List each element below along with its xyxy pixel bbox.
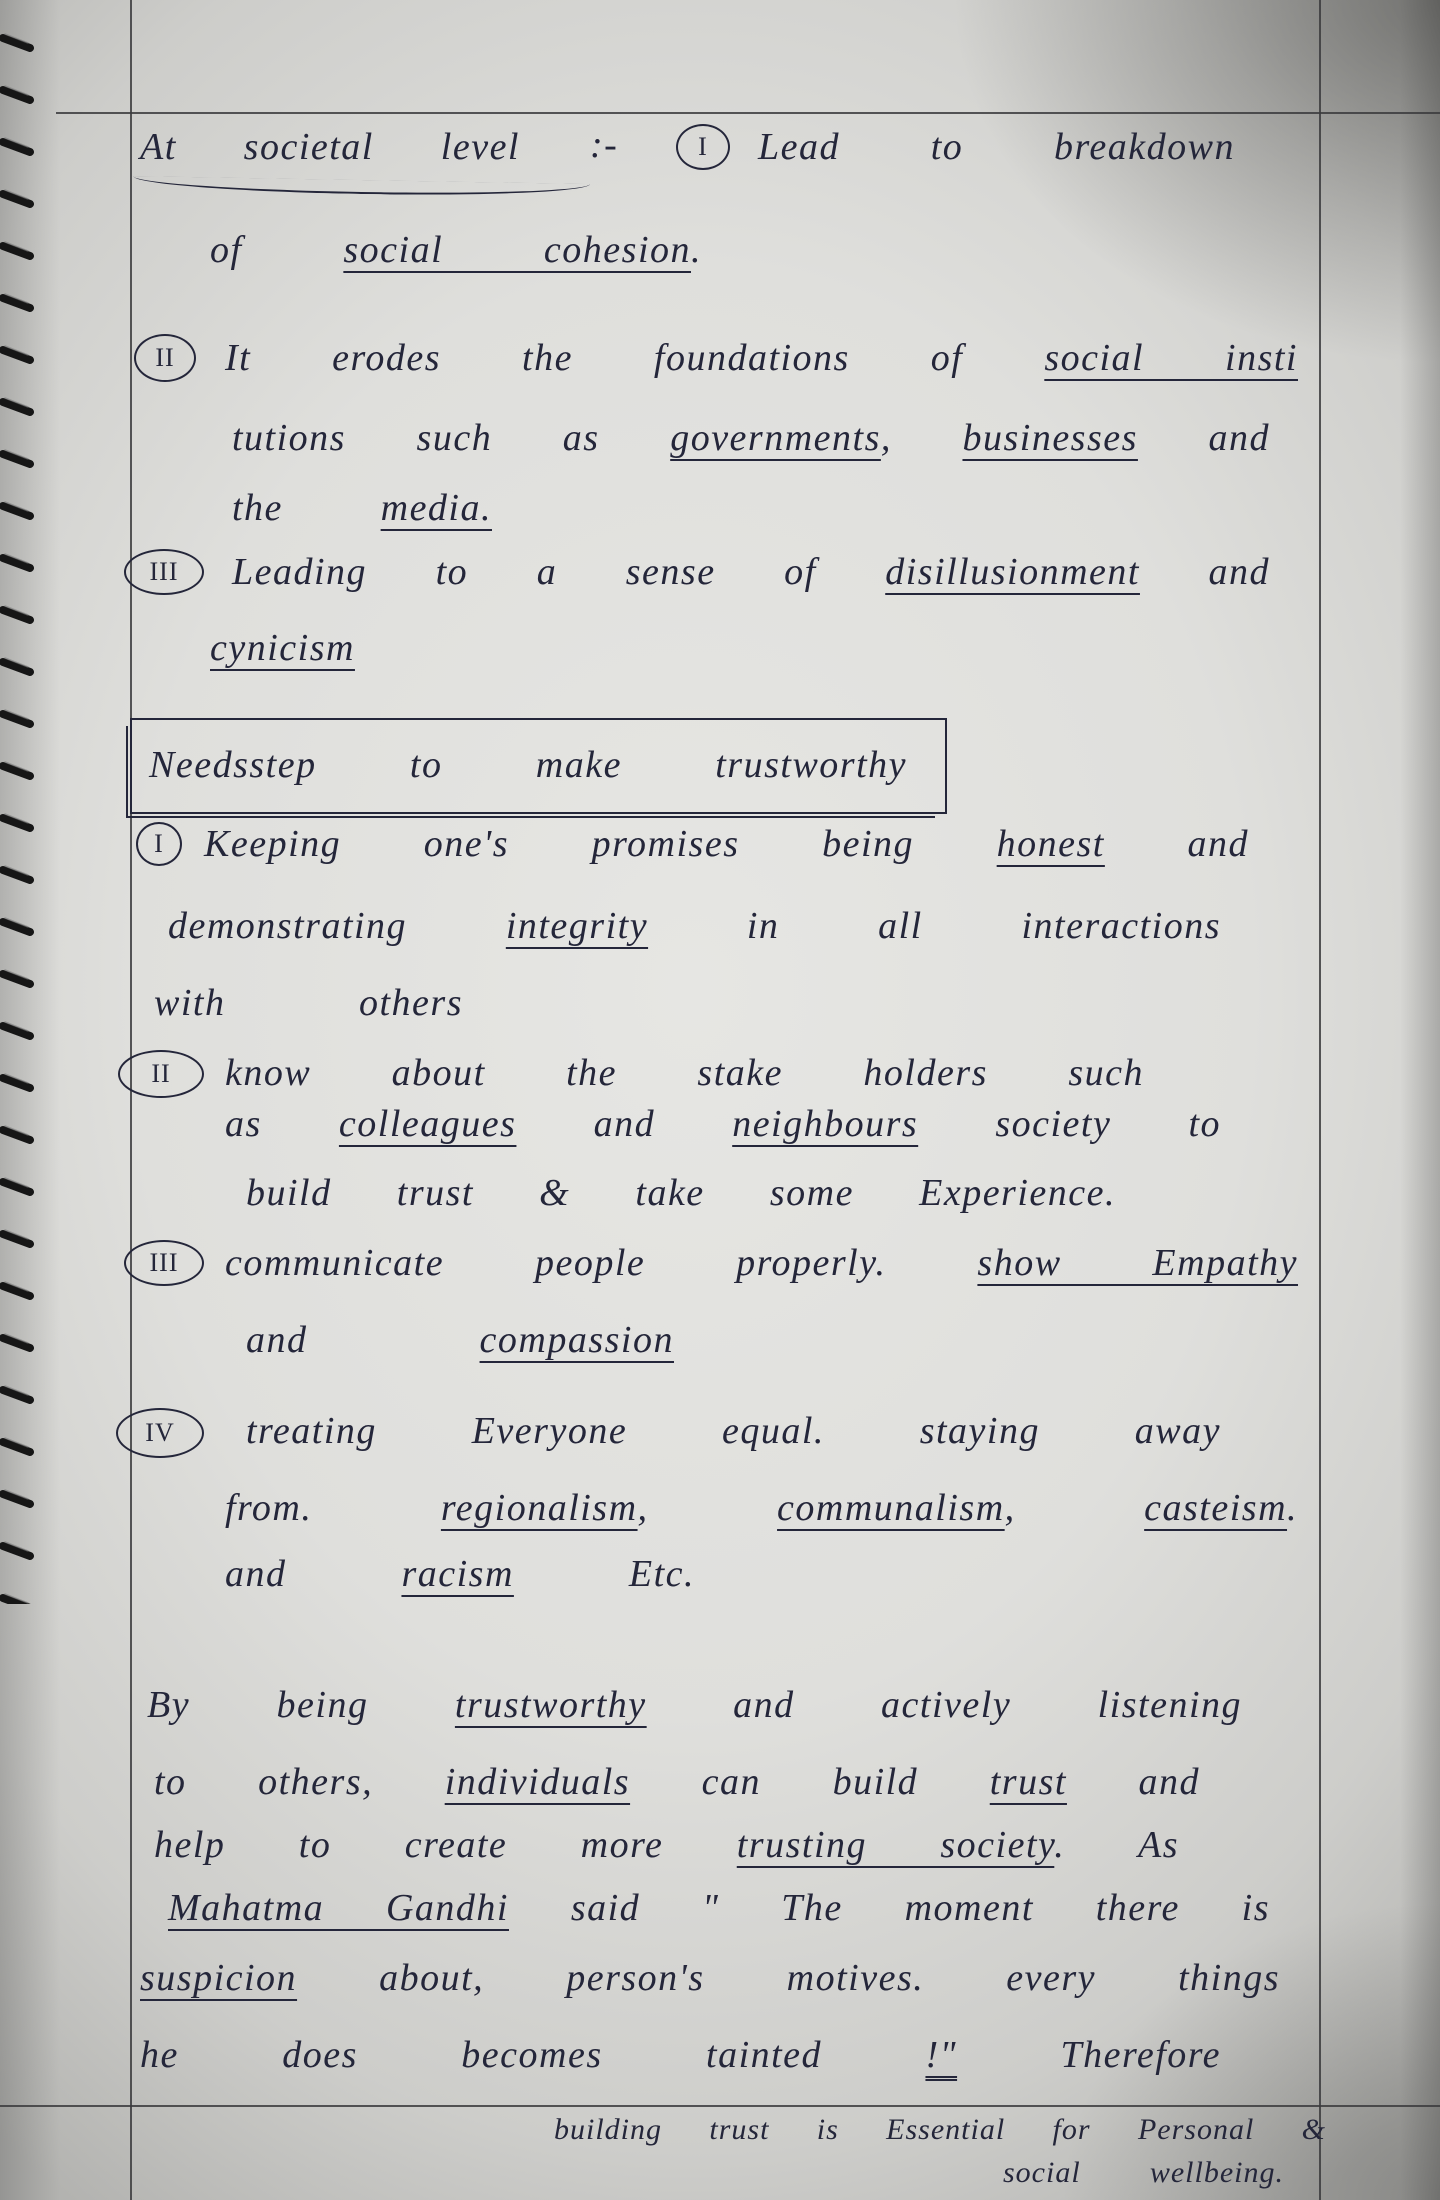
note-text: building trust is Essential for Personal & — [554, 2113, 1326, 2146]
circled-numeral: III — [124, 549, 204, 595]
note-text: , — [880, 417, 892, 459]
note-text: Lead to breakdown — [758, 126, 1235, 168]
subheading-line — [149, 740, 907, 790]
underlined-text: racism — [401, 1553, 514, 1595]
note-text: and — [225, 1553, 287, 1595]
circled-numeral: II — [134, 334, 196, 382]
note-line — [168, 1883, 1270, 1933]
note-line — [246, 1406, 1221, 1456]
note-text: in all interactions — [746, 905, 1222, 947]
note-text: Etc. — [628, 1553, 695, 1595]
note-line — [140, 1953, 1280, 2003]
subheading-box — [130, 718, 947, 814]
note-line — [140, 2030, 1221, 2080]
note-text: . — [691, 229, 702, 271]
note-text: and — [246, 1319, 308, 1361]
note-line — [225, 1048, 1144, 1098]
note-text: treating Everyone equal. staying away — [246, 1410, 1221, 1452]
section-heading-line — [140, 122, 520, 172]
note-text: , — [637, 1487, 649, 1529]
note-text: social wellbeing. — [1003, 2156, 1284, 2189]
underlined-text: neighbours — [732, 1103, 919, 1145]
note-text: and — [593, 1103, 656, 1145]
note-text: society to — [995, 1103, 1221, 1145]
note-text: Therefore — [1060, 2034, 1222, 2076]
note-text: with others — [154, 982, 463, 1024]
note-text: build trust & take some Experience. — [246, 1172, 1116, 1214]
note-line — [225, 1483, 1298, 1533]
note-text: , — [1004, 1487, 1016, 1529]
footer-line — [1003, 2153, 1284, 2193]
note-line — [246, 1315, 674, 1365]
note-line — [204, 819, 1249, 869]
margin-line-left — [130, 0, 132, 2200]
note-text: of — [210, 229, 243, 271]
underlined-text: cynicism — [210, 627, 355, 669]
underlined-text: honest — [996, 823, 1105, 865]
note-text: and — [1208, 551, 1270, 593]
underlined-text: individuals — [444, 1761, 631, 1803]
section-heading: At societal level — [140, 126, 520, 168]
underlined-text: social cohesion — [343, 229, 691, 271]
underlined-text: suspicion — [140, 1957, 298, 1999]
note-line — [154, 978, 463, 1028]
underlined-text: social insti — [1044, 337, 1298, 379]
note-line — [232, 413, 1270, 463]
note-text: know about the stake holders such — [225, 1052, 1144, 1094]
underlined-text: communalism — [777, 1487, 1005, 1529]
underlined-text: media. — [380, 487, 492, 529]
underlined-text: trustworthy — [454, 1684, 647, 1726]
note-text: It erodes the foundations of — [225, 337, 964, 379]
note-text: said " The moment there is — [570, 1887, 1271, 1929]
margin-line-right — [1319, 0, 1321, 2200]
spiral-binding-holes — [0, 24, 44, 1604]
underlined-text: colleagues — [338, 1103, 517, 1145]
note-line — [210, 225, 702, 275]
underlined-text: Mahatma Gandhi — [168, 1887, 509, 1929]
note-text: the — [232, 487, 283, 529]
heading-separator-line — [590, 120, 640, 170]
note-text: about, person's motives. every things — [379, 1957, 1280, 1999]
margin-line-bottom — [0, 2105, 1440, 2107]
note-line — [232, 547, 1270, 597]
note-text: and actively listening — [733, 1684, 1243, 1726]
underlined-text: compassion — [479, 1319, 674, 1361]
note-text: can build — [701, 1761, 919, 1803]
note-text: from. — [225, 1487, 313, 1529]
note-text: to others, — [154, 1761, 374, 1803]
circled-numeral: II — [118, 1050, 204, 1098]
note-text: . As — [1054, 1824, 1179, 1866]
note-line — [168, 901, 1221, 951]
note-line — [225, 1238, 1298, 1288]
note-line — [225, 1099, 1221, 1149]
note-text: communicate people properly. — [225, 1242, 887, 1284]
underlined-text: !" — [925, 2034, 958, 2076]
note-line — [210, 623, 449, 673]
circled-numeral: IV — [116, 1408, 204, 1458]
note-text: help to create more — [154, 1824, 664, 1866]
circled-numeral: III — [124, 1240, 204, 1286]
note-text: and — [1187, 823, 1249, 865]
underlined-text: businesses — [962, 417, 1138, 459]
note-line — [147, 1680, 1242, 1730]
margin-line-top — [56, 112, 1440, 114]
circled-numeral: I — [136, 822, 182, 866]
note-text: By being — [147, 1684, 369, 1726]
note-text: demonstrating — [168, 905, 408, 947]
note-line — [246, 1168, 1116, 1218]
note-line — [154, 1820, 1179, 1870]
subheading-title: Needsstep to make trustworthy — [149, 744, 907, 786]
note-line — [232, 483, 492, 533]
underlined-text: disillusionment — [885, 551, 1140, 593]
underlined-text: trust — [989, 1761, 1067, 1803]
note-text: and — [1138, 1761, 1201, 1803]
underlined-text: integrity — [505, 905, 649, 947]
note-line — [225, 1549, 695, 1599]
note-text: he does becomes tainted — [140, 2034, 823, 2076]
underlined-text: trusting society — [736, 1824, 1055, 1866]
note-text: Keeping one's promises being — [204, 823, 915, 865]
underlined-text: regionalism — [440, 1487, 638, 1529]
note-line — [154, 1757, 1200, 1807]
footer-line — [554, 2110, 1326, 2150]
note-line — [225, 333, 1298, 383]
note-line — [758, 122, 1235, 172]
note-text: and — [1208, 417, 1271, 459]
note-text: tutions such as — [232, 417, 600, 459]
heading-underline — [133, 176, 590, 198]
heading-separator: :- — [590, 124, 619, 166]
circled-numeral: I — [676, 124, 730, 170]
note-text: Leading to a sense of — [232, 551, 817, 593]
underlined-text: governments — [670, 417, 881, 459]
note-text: . — [1287, 1487, 1299, 1529]
note-text: as — [225, 1103, 262, 1145]
underlined-text: show Empathy — [977, 1242, 1299, 1284]
underlined-text: casteism — [1144, 1487, 1288, 1529]
